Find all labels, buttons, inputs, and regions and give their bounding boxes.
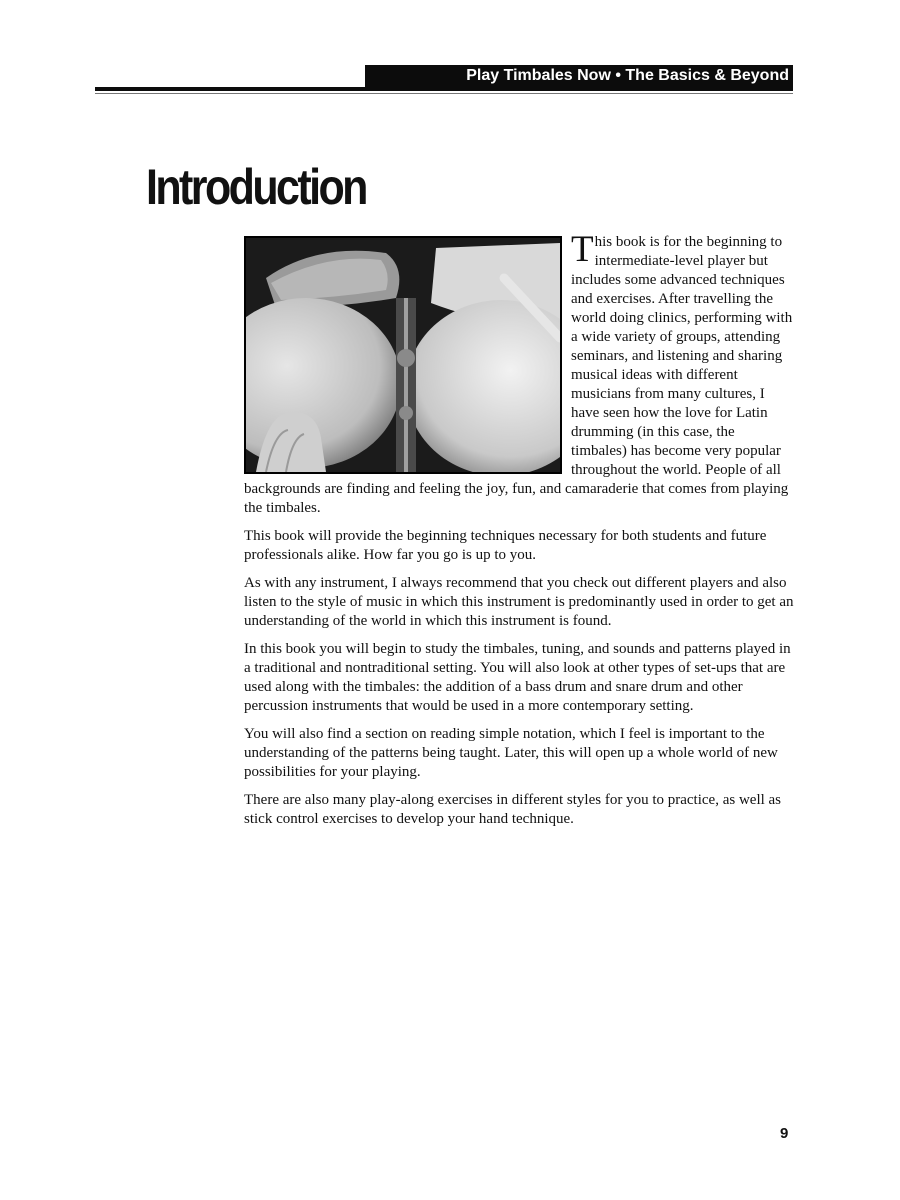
header-rule — [95, 87, 793, 91]
paragraph-6: There are also many play-along exercises in different styles for you to practice, as well as stick control exercises to develop your hand technique. — [244, 792, 782, 827]
page-title: Introduction — [146, 159, 366, 215]
page-number: 9 — [780, 1125, 789, 1142]
header-rule-thin — [95, 93, 793, 94]
paragraph-3: As with any instrument, I always recommend that you check out different players and also listen to the style of music in which this instrument is predominantly used in order to get an understanding of the world in which this instrument is found. — [244, 575, 794, 629]
body-text — [244, 229, 794, 838]
running-header — [365, 65, 793, 87]
paragraph-2: This book will provide the beginning techniques necessary for both students and future professionals alike. How far you go is up to you. — [244, 528, 767, 563]
timbales-photo-image — [246, 238, 560, 472]
intro-paragraph-text: his book is for the beginning to intermediate-level player but includes some advanced techniques and exercises. After travelling the world doing clinics, performing with a wide variety of groups, attending seminars, and listening and sharing musical ideas with different musicians from many cultures, I have seen how the love for Latin drumming (in this case, the timbales) has become very popular throughout the world. People of all backgrounds are finding and feeling the joy, fun, and camaraderie that comes from playing the timbales. — [244, 234, 793, 516]
paragraph-5: You will also find a section on reading simple notation, which I feel is important to the understanding of the patterns being taught. Later, this will open up a whole world of new possibilities for your playing. — [244, 726, 778, 780]
timbales-photo — [244, 236, 562, 474]
running-header-title: Play Timbales Now • The Basics & Beyond — [466, 67, 789, 84]
paragraph-4: In this book you will begin to study the timbales, tuning, and sounds and patterns played in a traditional and nontraditional setting. You will also look at other types of set-ups that are used along with the timbales: the addition of a bass drum and snare drum and other percussion instruments that would be used in a more contemporary setting. — [244, 641, 791, 714]
drop-cap: T — [571, 229, 594, 270]
